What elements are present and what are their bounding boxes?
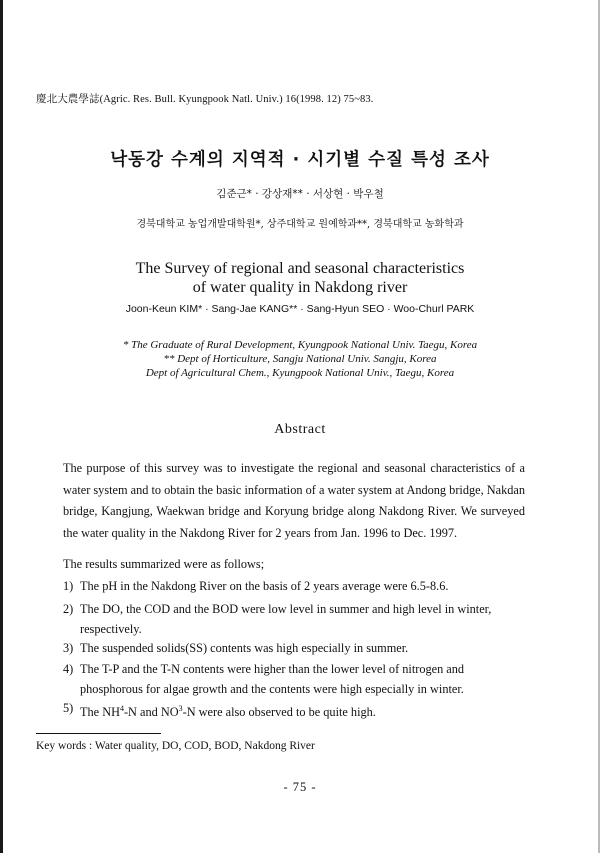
result-item <box>63 639 525 659</box>
superscript: 3 <box>178 704 183 713</box>
result-text-part: The NH <box>80 705 120 720</box>
result-item <box>63 577 525 597</box>
page-number: - 75 - <box>283 780 317 794</box>
result-text: The pH in the Nakdong River on the basis of 2 years average were 6.5-8.6. <box>80 579 449 593</box>
affiliation-1: * The Graduate of Rural Development, Kyungpook National Univ. Taegu, Korea <box>122 339 478 351</box>
result-text-part: -N were also observed to be quite high. <box>182 705 376 720</box>
english-title-line2: of water quality in Nakdong river <box>192 279 408 296</box>
korean-authors: 김준근* · 강상재** · 서상현 · 박우철 <box>216 188 384 200</box>
result-number: 4) <box>63 662 74 676</box>
korean-affiliation: 경북대학교 농업개발대학원*, 상주대학교 원예학과**, 경북대학교 농화학과 <box>136 219 464 230</box>
journal-citation: 慶北大農學誌(Agric. Res. Bull. Kyungpook Natl. Univ.) 16(1998. 12) 75~83. <box>36 94 374 105</box>
result-text <box>80 699 525 723</box>
english-affiliations <box>0 338 600 380</box>
result-number: 5) <box>63 701 74 715</box>
superscript: 4 <box>119 704 124 713</box>
result-number: 3) <box>63 641 74 655</box>
result-item <box>63 660 525 699</box>
result-text: The DO, the COD and the BOD were low level in summer and high level in winter, respectively. <box>80 602 492 636</box>
result-number: 2) <box>63 602 74 616</box>
affiliation-3: Dept of Agricultural Chem., Kyungpook National Univ., Taegu, Korea <box>145 367 455 379</box>
result-number: 1) <box>63 579 74 593</box>
summary-intro: The results summarized were as follows; <box>63 557 265 571</box>
result-text: The T-P and the T-N contents were higher than the lower level of nitrogen and phosphorous for algae growth and the contents were high especially in winter. <box>80 662 465 696</box>
english-authors: Joon-Keun KIM* · Sang-Jae KANG** · Sang-Hyun SEO · Woo-Churl PARK <box>125 303 475 315</box>
keywords: Key words : Water quality, DO, COD, BOD, Nakdong River <box>36 740 315 752</box>
result-text-part: -N and NO <box>123 705 179 720</box>
result-text: The suspended solids(SS) contents was high especially in summer. <box>80 641 409 655</box>
abstract-heading: Abstract <box>274 422 326 437</box>
english-title <box>0 259 600 297</box>
korean-title: 낙동강 수계의 지역적 · 시기별 수질 특성 조사 <box>110 150 490 170</box>
result-item <box>63 699 525 723</box>
abstract-paragraph: The purpose of this survey was to investigate the regional and seasonal characteristics of a water system and to obtain the basic information of a water system at Andong bridge, Nakdan bridge, Kangjung, Waekwan bridge and Koryung bridge along Nakdong River. We surveyed the water quality in the Nakdong River for 2 years from Jan. 1996 to Dec. 1997. <box>63 461 525 540</box>
affiliation-2: ** Dept of Horticulture, Sangju National Univ. Sangju, Korea <box>163 353 437 365</box>
result-item <box>63 600 525 639</box>
footnote-divider <box>36 733 161 734</box>
english-title-line1: The Survey of regional and seasonal characteristics <box>135 260 465 277</box>
